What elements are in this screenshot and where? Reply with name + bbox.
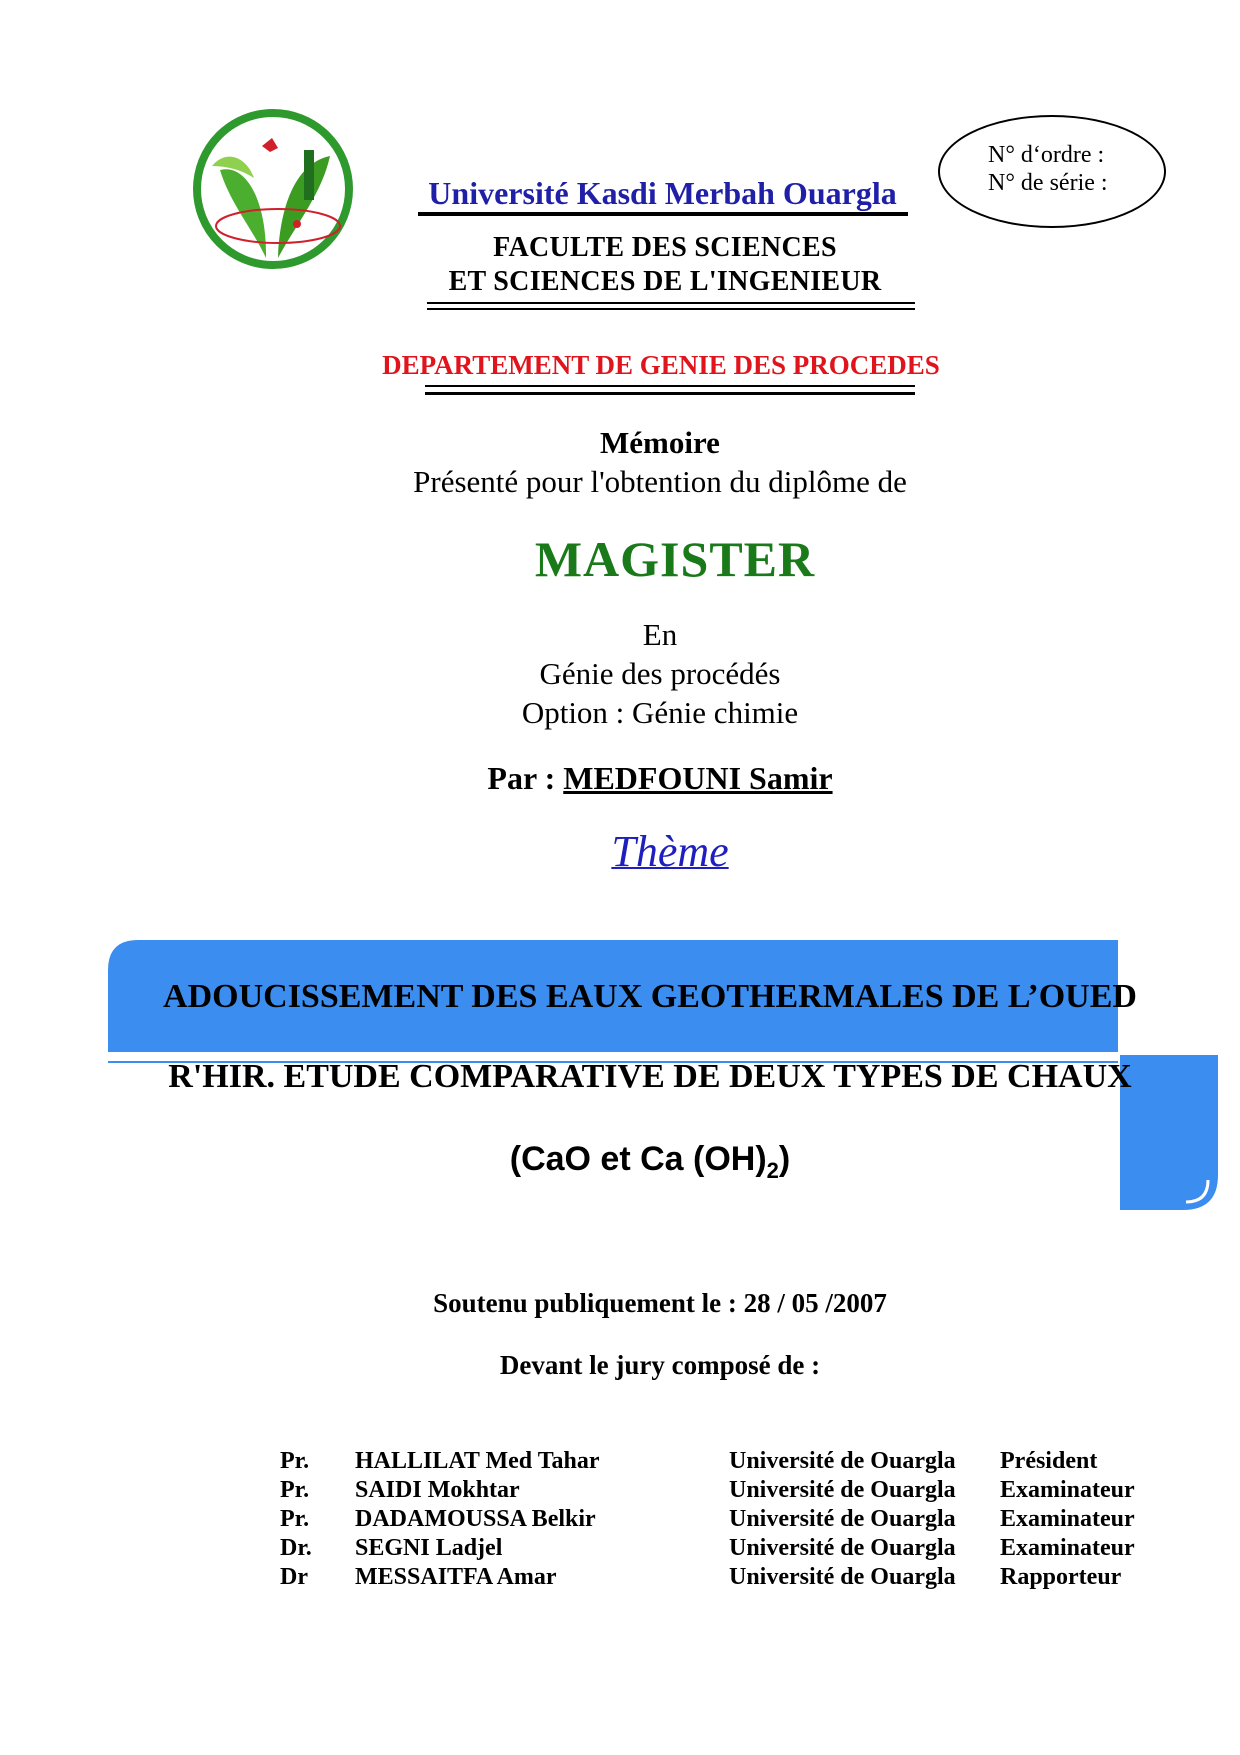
jury-row [280,1535,1180,1564]
presented-for-text: Présenté pour l'obtention du diplôme de [413,464,907,499]
par-label: Par : [487,760,556,796]
jury-member-title: Dr [280,1564,308,1590]
serial-number-label: N° de série : [988,170,1108,196]
defense-date: Soutenu publiquement le : 28 / 05 /2007 [433,1288,887,1318]
jury-member-university: Université de Ouargla [729,1448,956,1474]
formula-subscript: 2 [766,1157,779,1183]
author-line [420,760,900,797]
jury-row [280,1506,1180,1535]
department-name: DEPARTEMENT DE GENIE DES PROCEDES [382,350,940,380]
jury-member-name: DADAMOUSSA Belkir [355,1506,596,1532]
jury-list [280,1448,1180,1593]
jury-member-role: Président [1000,1448,1098,1474]
jury-member-role: Examinateur [1000,1506,1135,1532]
jury-row [280,1477,1180,1506]
theme-heading: Thème [611,827,729,876]
diploma-title: MAGISTER [534,531,816,587]
jury-member-university: Université de Ouargla [729,1535,956,1561]
jury-member-name: HALLILAT Med Tahar [355,1448,600,1474]
field-text: Génie des procédés [539,656,781,691]
en-text: En [642,617,678,652]
formula-end: ) [778,1140,791,1178]
department-double-rule [425,385,915,395]
jury-member-name: SEGNI Ladjel [355,1535,503,1561]
thesis-title-formula [470,1140,830,1184]
thesis-title-line-1: ADOUCISSEMENT DES EAUX GEOTHERMALES DE L’OUED [163,978,1137,1015]
jury-row [280,1564,1180,1593]
thesis-title-line-2: R'HIR. ETUDE COMPARATIVE DE DEUX TYPES DE CHAUX [168,1058,1132,1095]
order-number-label: N° d‘ordre : [988,142,1105,168]
jury-member-university: Université de Ouargla [729,1506,956,1532]
jury-member-title: Pr. [280,1506,310,1532]
jury-member-role: Examinateur [1000,1535,1135,1561]
jury-member-role: Rapporteur [1000,1564,1122,1590]
jury-member-role: Examinateur [1000,1477,1135,1503]
university-logo [192,108,354,270]
faculty-line-2: ET SCIENCES DE L'INGENIEUR [448,266,882,297]
option-text: Option : Génie chimie [521,695,799,730]
jury-member-title: Dr. [280,1535,312,1561]
jury-intro: Devant le jury composé de : [499,1350,821,1380]
jury-member-title: Pr. [280,1477,310,1503]
jury-member-university: Université de Ouargla [729,1477,956,1503]
jury-member-title: Pr. [280,1448,310,1474]
university-name: Université Kasdi Merbah Ouargla [428,175,897,211]
jury-member-name: MESSAITFA Amar [355,1564,557,1590]
jury-member-university: Université de Ouargla [729,1564,956,1590]
faculty-double-rule [427,302,915,310]
faculty-line-1: FACULTE DES SCIENCES [493,232,837,263]
reference-number-oval [938,115,1166,228]
author-name: MEDFOUNI Samir [563,760,833,796]
formula-main: (CaO et Ca (OH) [509,1140,767,1178]
jury-member-name: SAIDI Mokhtar [355,1477,520,1503]
jury-row [280,1448,1180,1477]
university-underline [418,212,908,219]
document-type: Mémoire [600,425,720,460]
